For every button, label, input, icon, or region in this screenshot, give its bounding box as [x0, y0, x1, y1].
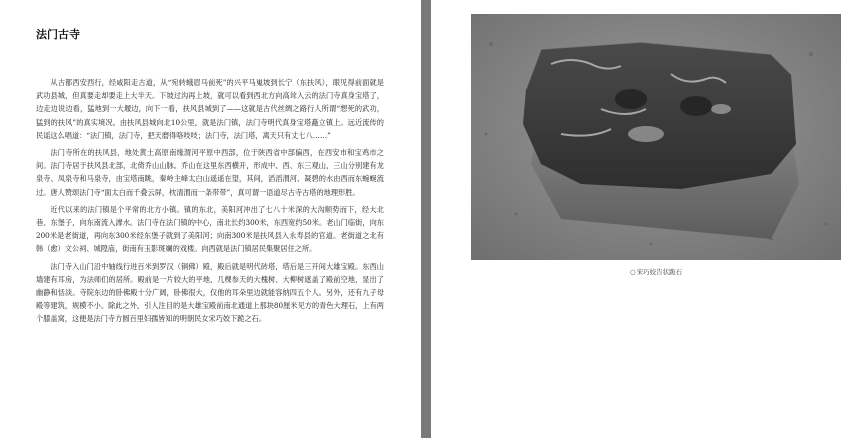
paragraph: 法门寺所在的扶风县，地处黄土高原南缘渭河平原中西部，位于陕西省中部偏西，在西安市和宝鸡市之间。法门寺居于扶风县北部，北倚乔山山脉。乔山在这里东西横开，形成中、西、东三观山，三山分别建有龙泉寺、凤泉寺和马泉寺，由宝塔南眺，秦岭主峰太白山遥遥在望，其间，滔滔渭河、凝碧的水由西而东蜿蜒流过。唐人赞颂法门寺“面太白而千叠云屏，枕清渭而一条带带”，真可谓一语道尽古寺古塔的地理形胜。: [36, 148, 384, 197]
page-title: 法门古寺: [36, 28, 80, 41]
caption-marker: ○: [629, 268, 636, 276]
left-page: [0, 0, 421, 438]
photo-caption: [471, 267, 841, 276]
paragraph: 从古都西安西行，经咸阳走古道，从“宛转蛾眉马前死”的兴平马嵬坡到长宁（东扶风），眼见得前面就是武功县城，但真要走却要走上大半天。下坡过沟再上坡，就可以看到西北方向高耸入云的法门寺真身宝塔了，边走边说边看，猛地到一大堰边，向下一看，扶风县城到了——这就是古代丝绸之路行人所谓“想死的武功，猛到的扶风”的真实境况。由扶风县城向北10公里，就是法门镇，法门寺明代真身宝塔矗立镇上。远近流传的民谣这么唱道：“法门镇，法门寺，把天磨得咯吱吱；法门寺，法门塔，离天只有丈七八……”: [36, 78, 384, 140]
kneeling-stone-photo: [471, 14, 841, 260]
article-body: [36, 76, 384, 330]
right-page: [431, 0, 858, 438]
caption-text: 宋巧姣告状跪石: [636, 268, 683, 276]
paragraph: 近代以来的法门镇是个平常的北方小镇。镇的东北，美阳河冲出了七八十米深的大沟顺势而下，经大北巷、东堡子，向东南流入滹水。法门寺在法门镇的中心，南北长约300米，东西宽约50米。老山门临街，向东200米是老街道，再向东300米经东堡子就到了美阳河；向南300米是扶风县入永寿县的官道。老街道之北有韩（愈）文公祠、城隍庙，街南有玉影斑斓的戏楼。向西就是法门镇居民集聚居住之所。: [36, 204, 384, 254]
paragraph: 法门寺入山门沿中轴线行进百米到罗汉（铜佛）殿，殿后就是明代砖塔，塔后是三开间大雄宝殿。东西山墙建有耳房，为法师们的居所。殿前是一片较大的平地，几棵参天的大槐树、大柳树遮盖了殿前空地，显出了幽静和恬淡。寺院东边的卧佛殿十分广阔，卧佛很大，仅他的耳朵里边就能容纳四五个人。另外，还有九子母殿等建筑，规模不小。除此之外，引人注目的是大雄宝殿前南北通道上那块80厘米见方的青色大理石，上有两个膝盖窝，这便是法门寺方圆百里妇孺皆知的明朝民女宋巧姣下跪之石。: [36, 261, 384, 324]
